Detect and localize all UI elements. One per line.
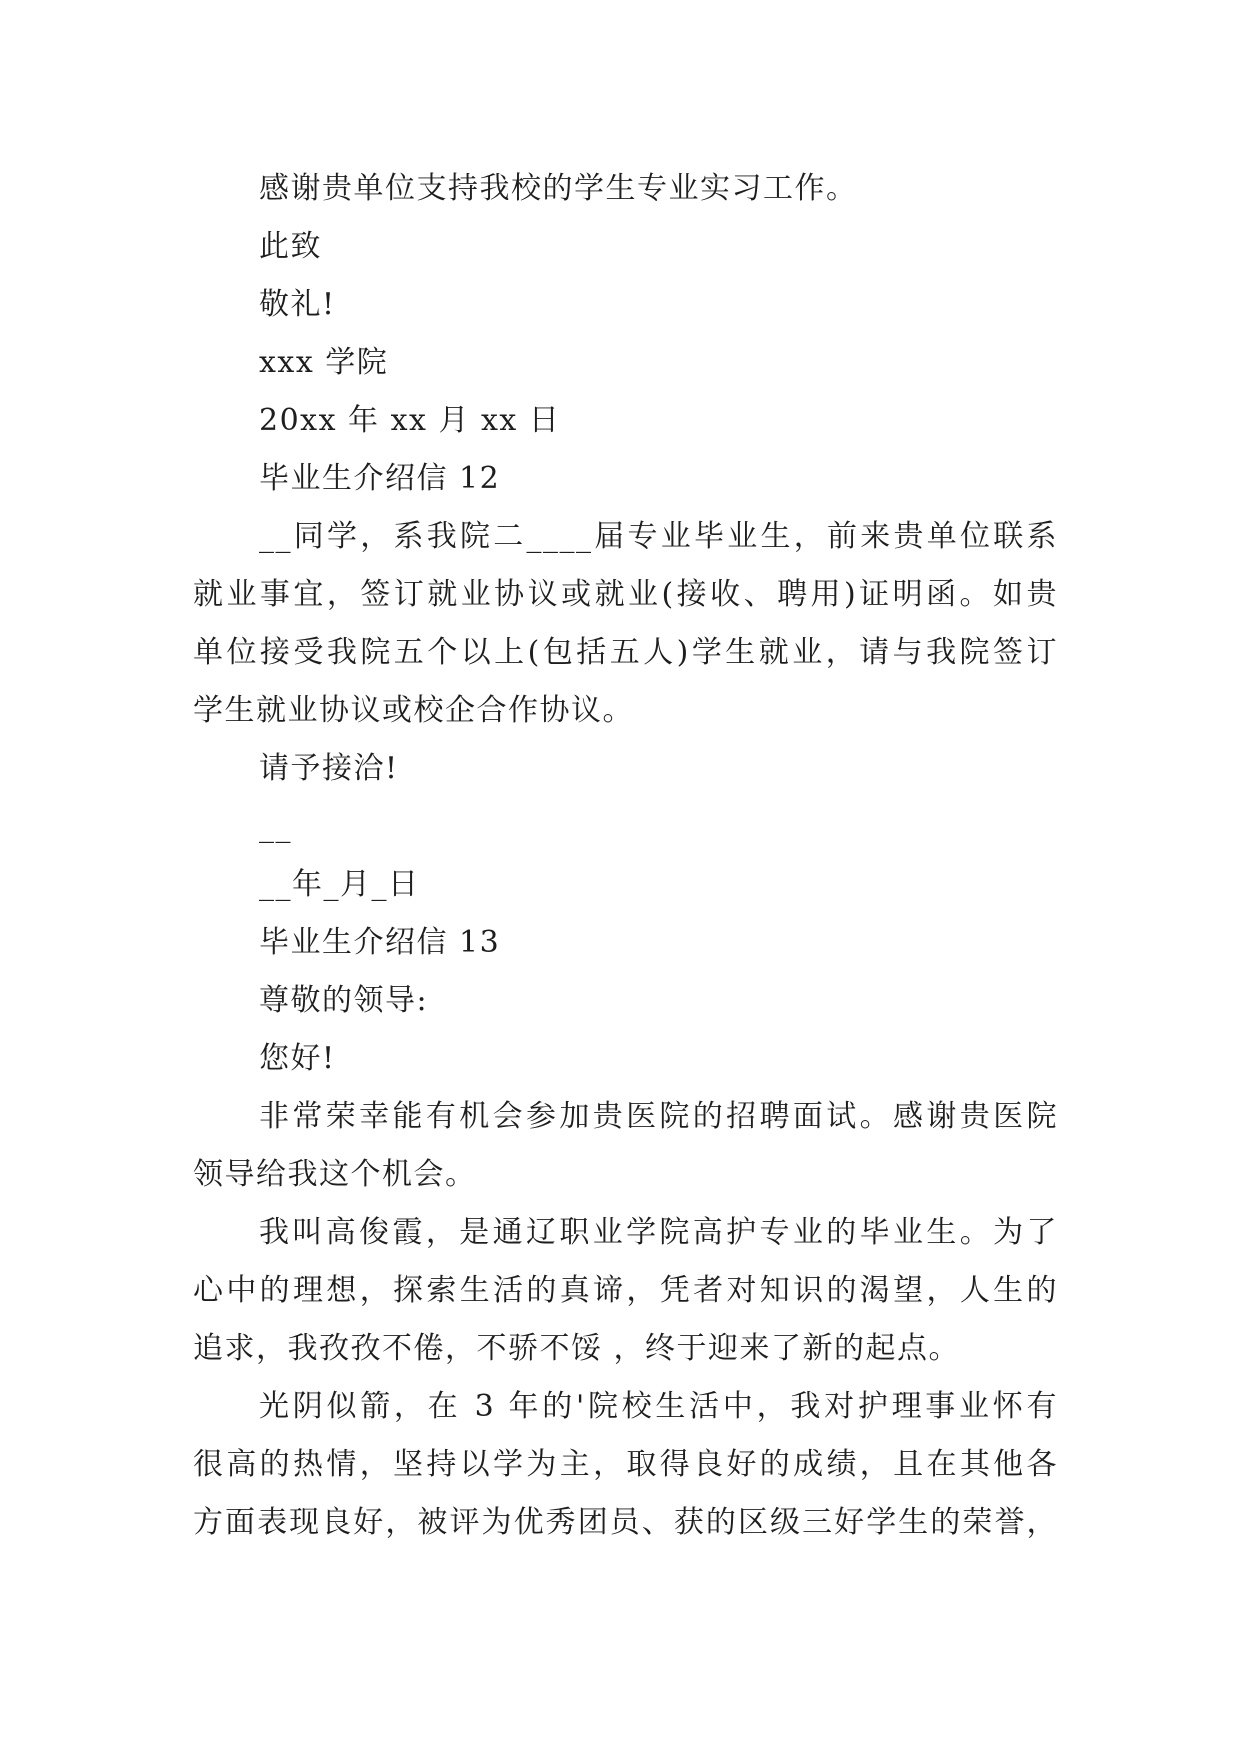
text-line: 20xx 年 xx 月 xx 日 <box>259 403 561 438</box>
text-line: __同学，系我院二____届专业毕业生，前来贵单位联系 <box>259 519 1058 554</box>
text-line: 感谢贵单位支持我校的学生专业实习工作。 <box>259 171 858 206</box>
section-heading: 毕业生介绍信 12 <box>259 461 501 496</box>
text-line: 方面表现良好，被评为优秀团员、获的区级三好学生的荣誉， <box>193 1505 1058 1540</box>
text-line: 光阴似箭，在 3 年的'院校生活中，我对护理事业怀有 <box>259 1389 1058 1424</box>
text-line: 就业事宜，签订就业协议或就业(接收、聘用)证明函。如贵 <box>193 577 1058 612</box>
letter-body <box>193 160 1058 1552</box>
salutation: 尊敬的领导: <box>259 983 429 1018</box>
text-line: 心中的理想，探索生活的真谛，凭者对知识的渴望，人生的 <box>193 1273 1058 1308</box>
date-blank: __年_月_日 <box>259 867 420 902</box>
text-line: 追求，我孜孜不倦，不骄不馁 ，终于迎来了新的起点。 <box>193 1331 961 1366</box>
text-line: 领导给我这个机会。 <box>193 1157 477 1192</box>
text-line: 单位接受我院五个以上(包括五人)学生就业，请与我院签订 <box>193 635 1058 670</box>
text-line: 很高的热情，坚持以学为主，取得良好的成绩，且在其他各 <box>193 1447 1058 1482</box>
text-line: 请予接洽! <box>259 751 399 786</box>
text-line: 敬礼! <box>259 287 336 322</box>
signature-blank: __ <box>259 809 292 844</box>
text-line: 此致 <box>259 229 322 264</box>
text-line: xxx 学院 <box>259 345 389 380</box>
greeting: 您好! <box>259 1041 336 1076</box>
section-heading: 毕业生介绍信 13 <box>259 925 501 960</box>
text-line: 非常荣幸能有机会参加贵医院的招聘面试。感谢贵医院 <box>259 1099 1058 1134</box>
text-line: 我叫高俊霞，是通辽职业学院高护专业的毕业生。为了 <box>259 1215 1058 1250</box>
text-line: 学生就业协议或校企合作协议。 <box>193 693 634 728</box>
